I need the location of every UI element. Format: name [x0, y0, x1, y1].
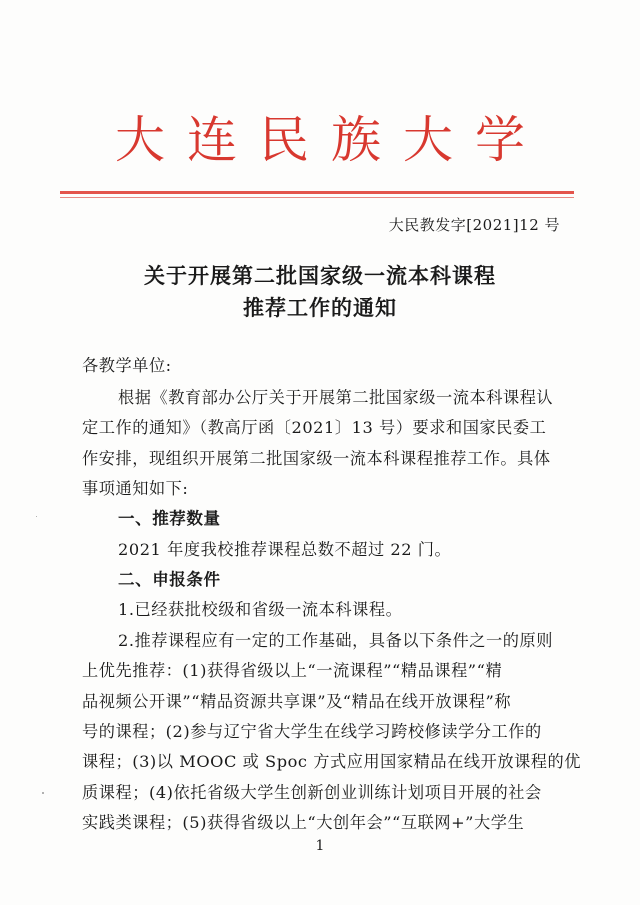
section2-item2-line: 质课程；(4)依托省级大学生创新创业训练计划项目开展的社会	[82, 783, 542, 802]
section1-text: 2021 年度我校推荐课程总数不超过 22 门。	[118, 540, 452, 559]
intro-line: 根据《教育部办公厅关于开展第二批国家级一流本科课程认	[118, 388, 554, 407]
section2-item2-line: 上优先推荐：(1)获得省级以上“一流课程”“精品课程”“精	[82, 661, 503, 680]
section2-item2-line: 课程；(3)以 MOOC 或 Spoc 方式应用国家精品在线开放课程的优	[82, 752, 582, 771]
section-heading-1: 一、推荐数量	[118, 509, 221, 528]
intro-line: 事项通知如下:	[82, 479, 189, 498]
page-number: 1	[315, 838, 325, 854]
document-title-line1: 关于开展第二批国家级一流本科课程	[144, 264, 496, 288]
letterhead-red-rule-thin	[60, 197, 574, 198]
section-heading-2: 二、申报条件	[118, 570, 221, 589]
section2-item2-line: 号的课程；(2)参与辽宁省大学生在线学习跨校修读学分工作的	[82, 722, 542, 741]
letterhead-institution: 大连民族大学	[115, 111, 547, 169]
scan-speck	[42, 792, 44, 794]
document-title-line2: 推荐工作的通知	[243, 296, 397, 320]
letterhead-red-rule	[60, 191, 574, 194]
section2-item2-line: 实践类课程；(5)获得省级以上“大创年会”“互联网+”大学生	[82, 813, 525, 832]
intro-line: 作安排，现组织开展第二批国家级一流本科课程推荐工作。具体	[82, 449, 551, 468]
section2-item1: 1.已经获批校级和省级一流本科课程。	[118, 600, 403, 619]
document-number: 大民教发字[2021]12 号	[388, 216, 560, 234]
scan-speck	[36, 516, 37, 517]
section2-item2-line: 品视频公开课”“精品资源共享课”及“精品在线开放课程”称	[82, 692, 512, 711]
intro-line: 定工作的通知》（教高厅函〔2021〕13 号）要求和国家民委工	[82, 418, 547, 437]
section2-item2-line: 2.推荐课程应有一定的工作基础，具备以下条件之一的原则	[118, 631, 553, 650]
salutation: 各教学单位:	[82, 356, 172, 375]
